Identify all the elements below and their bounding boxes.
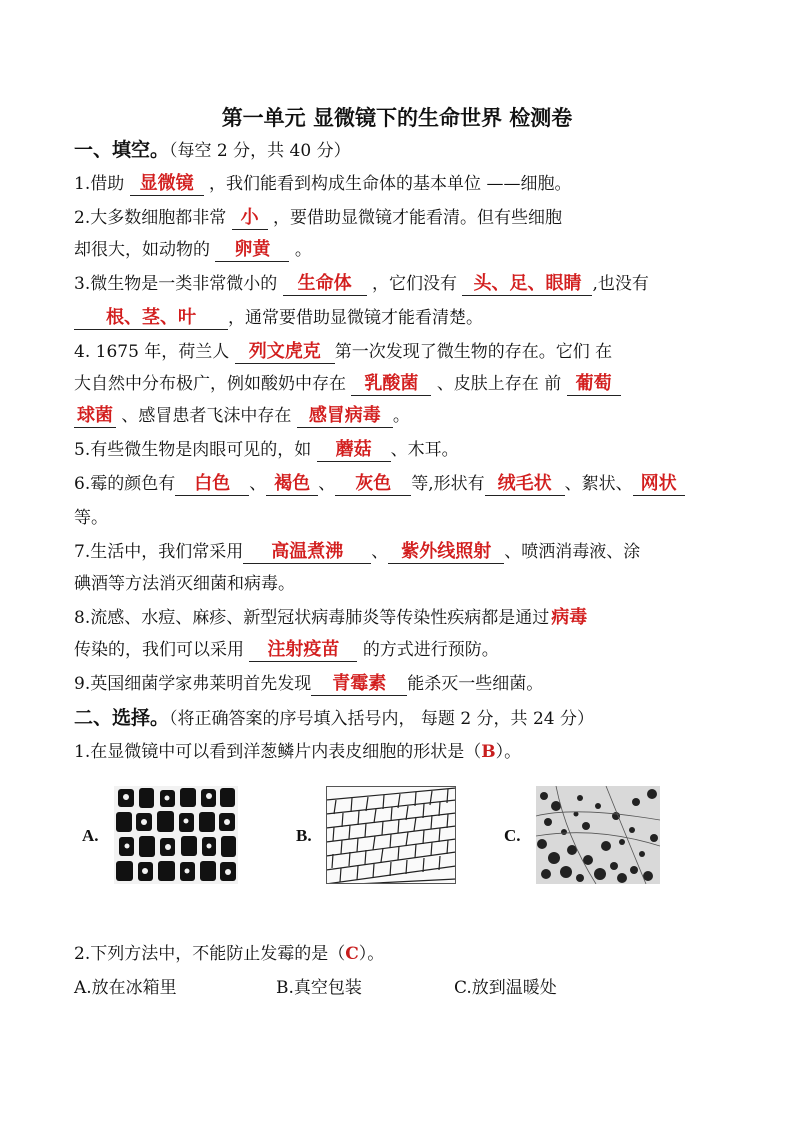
answer-blank: 绒毛状 xyxy=(485,473,565,496)
answer-blank: 紫外线照射 xyxy=(388,541,504,564)
question-7-line1 xyxy=(74,540,640,564)
q8-text-line2: 传染的，我们可以采用 xyxy=(74,640,244,660)
answer-blank: 乳酸菌 xyxy=(351,373,431,396)
c2-text: 2.下列方法中，不能防止发霉的是（ xyxy=(74,944,346,964)
choice-question-1 xyxy=(74,740,521,764)
q4-text-mid: 、皮肤上存在 前 xyxy=(436,374,562,394)
answer-blank: 高温煮沸 xyxy=(243,541,371,564)
q1-text-post: ，我们能看到构成生命体的基本单位 ——细胞。 xyxy=(209,174,572,194)
question-6-line1 xyxy=(74,472,685,496)
page-title: 第一单元 显微镜下的生命世界 检测卷 xyxy=(221,106,573,130)
answer-blank: 显微镜 xyxy=(130,173,204,196)
question-2-line1 xyxy=(74,206,562,230)
answer-blank: 病毒 xyxy=(551,607,588,628)
question-1 xyxy=(74,172,571,196)
q4-text-line3: 、感冒患者飞沫中存在 xyxy=(121,406,292,426)
q4-text-post: 第一次发现了微生物的存在。它们 在 xyxy=(334,342,613,362)
q9-text: 9.英国细菌学家弗莱明首先发现 xyxy=(74,674,312,694)
question-8-line1 xyxy=(74,606,589,630)
q7-sep: 、 xyxy=(371,542,389,562)
cell-image-b xyxy=(326,786,456,884)
q7-text: 7.生活中，我们常采用 xyxy=(74,542,244,562)
choice-2-options xyxy=(74,976,557,1000)
question-3-line1 xyxy=(74,272,649,296)
q5-text: 5.有些微生物是肉眼可见的，如 xyxy=(74,440,312,460)
q5-text-post: 、木耳。 xyxy=(390,440,459,460)
answer-blank: 褐色 xyxy=(266,473,318,496)
option-a: A.放在冰箱里 xyxy=(74,978,177,998)
answer-blank: 葡萄 xyxy=(567,373,621,396)
question-6-line2 xyxy=(74,506,108,530)
answer-blank: 感冒病毒 xyxy=(297,405,393,428)
question-4-line2 xyxy=(74,372,621,396)
cell-image-a xyxy=(114,786,238,884)
q3-text-mid: ，它们没有 xyxy=(372,274,458,294)
question-8-line2 xyxy=(74,638,499,662)
question-4-line3 xyxy=(74,404,410,428)
q6-sep: 、絮状、 xyxy=(564,474,633,494)
section1-header xyxy=(74,138,351,163)
q7-text-post: 、喷洒消毒液、涂 xyxy=(504,542,641,562)
c2-text-post: ）。 xyxy=(358,944,385,964)
section2-header xyxy=(74,706,594,731)
answer-blank: 根、茎、叶 xyxy=(74,307,228,330)
option-b: B.真空包装 xyxy=(276,978,362,998)
answer-blank: 蘑菇 xyxy=(317,439,391,462)
c1-text: 1.在显微镜中可以看到洋葱鳞片内表皮细胞的形状是（ xyxy=(74,742,482,762)
c1-answer: B xyxy=(481,742,496,762)
answer-blank: 网状 xyxy=(633,473,685,496)
section1-note: （每空 2 分，共 40 分） xyxy=(169,141,351,161)
answer-blank: 卵黄 xyxy=(215,239,289,262)
section2-heading: 二、选择。 xyxy=(74,707,170,729)
q2-text-mid: ，要借助显微镜才能看清。但有些细胞 xyxy=(273,208,563,228)
question-2-line2 xyxy=(74,238,312,262)
option-c: C.放到温暖处 xyxy=(454,978,557,998)
q2-text-end: 。 xyxy=(294,240,312,260)
q6-text-mid: 等,形状有 xyxy=(411,474,485,494)
q6-text-end: 等。 xyxy=(74,508,108,528)
answer-blank: 注射疫苗 xyxy=(249,639,357,662)
q3-text: 3.微生物是一类非常微小的 xyxy=(74,274,278,294)
q6-sep: 、 xyxy=(318,474,336,494)
q1-text: 1.借助 xyxy=(74,174,125,194)
q6-sep: 、 xyxy=(249,474,267,494)
q6-text: 6.霉的颜色有 xyxy=(74,474,176,494)
q4-text: 4. 1675 年，荷兰人 xyxy=(74,342,230,362)
q4-text-end: 。 xyxy=(392,406,410,426)
answer-blank: 白色 xyxy=(175,473,249,496)
answer-blank: 头、足、眼睛 xyxy=(462,273,592,296)
c1-text-post: ）。 xyxy=(495,742,522,762)
question-7-line2 xyxy=(74,572,295,596)
question-9 xyxy=(74,672,543,696)
answer-blank: 青霉素 xyxy=(311,673,407,696)
choice-question-2 xyxy=(74,942,384,966)
option-b-label: B. xyxy=(296,826,312,845)
question-5 xyxy=(74,438,459,462)
answer-blank: 小 xyxy=(232,207,268,230)
section2-note: （将正确答案的序号填入括号内， 每题 2 分，共 24 分） xyxy=(169,709,594,729)
question-3-line2 xyxy=(74,306,483,330)
q4-text-line2: 大自然中分布极广，例如酸奶中存在 xyxy=(74,374,346,394)
cell-image-c xyxy=(536,786,660,884)
answer-blank: 球菌 xyxy=(74,405,116,428)
q2-text-line2: 却很大，如动物的 xyxy=(74,240,210,260)
q7-text-line2: 碘酒等方法消灭细菌和病毒。 xyxy=(74,574,295,594)
answer-blank: 列文虎克 xyxy=(235,341,335,364)
answer-blank: 灰色 xyxy=(335,473,411,496)
option-c-label: C. xyxy=(504,826,521,845)
question-4-line1 xyxy=(74,340,612,364)
q8-text-end: 的方式进行预防。 xyxy=(362,640,499,660)
option-a-label: A. xyxy=(82,826,99,845)
c2-answer: C xyxy=(345,944,359,964)
section1-heading: 一、填空。 xyxy=(74,139,170,161)
q2-text: 2.大多数细胞都非常 xyxy=(74,208,227,228)
q3-text-end: ，通常要借助显微镜才能看清楚。 xyxy=(228,308,483,328)
q9-text-post: 能杀灭一些细菌。 xyxy=(407,674,544,694)
q8-text: 8.流感、水痘、麻疹、新型冠状病毒肺炎等传染性疾病都是通过 xyxy=(74,608,550,628)
answer-blank: 生命体 xyxy=(283,273,367,296)
q3-text-post: ,也没有 xyxy=(592,274,649,294)
